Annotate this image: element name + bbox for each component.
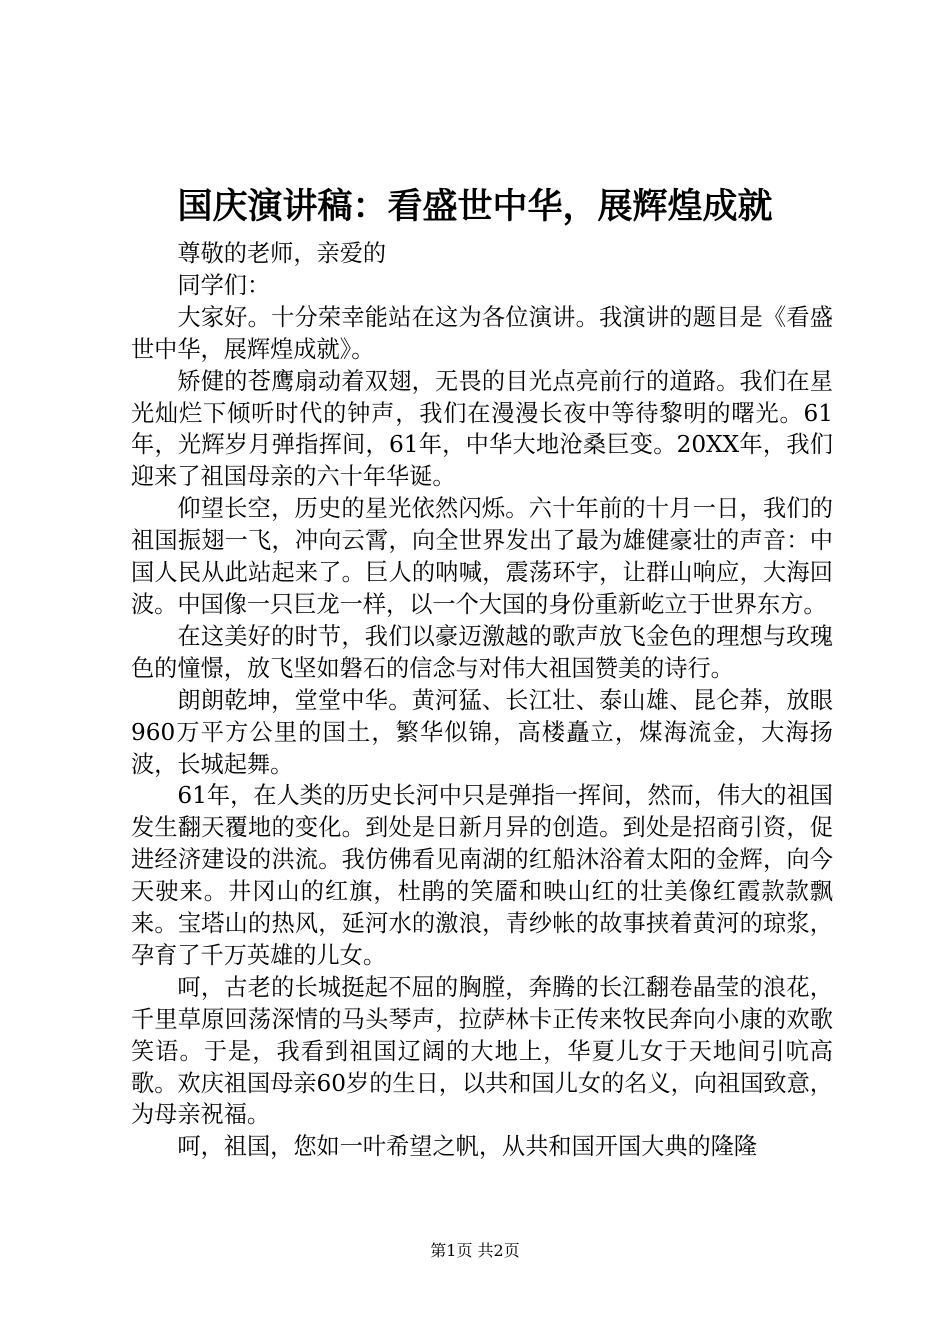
page-footer: 第1页 共2页 [430,1241,520,1260]
paragraph: 朗朗乾坤，堂堂中华。黄河猛、长江壮、泰山雄、昆仑莽，放眼960万平方公里的国土，繁华似锦，高楼矗立，煤海流金，大海扬波，长城起舞。 [131,686,833,778]
paragraph: 呵，祖国，您如一叶希望之帆，从共和国开国大典的隆隆 [177,1133,758,1161]
paragraph: 矫健的苍鹰扇动着双翅，无畏的目光点亮前行的道路。我们在星光灿烂下倾听时代的钟声，我们在漫漫长夜中等待黎明的曙光。61年，光辉岁月弹指挥间，61年，中华大地沧桑巨变。20XX年，我们迎来了祖国母亲的六十年华诞。 [131,367,833,491]
paragraph: 61年，在人类的历史长河中只是弹指一挥间，然而，伟大的祖国发生翻天覆地的变化。到处是日新月异的创造。到处是招商引资，促进经济建设的洪流。我仿佛看见南湖的红船沐浴着太阳的金辉，向今天驶来。井冈山的红旗，杜鹃的笑靥和映山红的壮美像红霞款款飘来。宝塔山的热风，延河水的激浪，青纱帐的故事挟着黄河的琼浆，孕育了千万英雄的儿女。 [131,782,833,969]
paragraph: 仰望长空，历史的星光依然闪烁。六十年前的十月一日，我们的祖国振翅一飞，冲向云霄，向全世界发出了最为雄健豪壮的声音：中国人民从此站起来了。巨人的呐喊，震荡环宇，让群山响应，大海回波。中国像一只巨龙一样，以一个大国的身份重新屹立于世界东方。 [131,495,833,618]
document-body [131,238,833,1163]
document-title: 国庆演讲稿：看盛世中华，展辉煌成就 [177,186,773,227]
paragraph: 呵，古老的长城挺起不屈的胸膛，奔腾的长江翻卷晶莹的浪花，千里草原回荡深情的马头琴声，拉萨林卡正传来牧民奔向小康的欢歌笑语。于是，我看到祖国辽阔的大地上，华夏儿女于天地间引吭高歌。欢庆祖国母亲60岁的生日，以共和国儿女的名义，向祖国致意，为母亲祝福。 [131,973,833,1129]
paragraph: 在这美好的时节，我们以豪迈激越的歌声放飞金色的理想与玫瑰色的憧憬，放飞坚如磐石的信念与对伟大祖国赞美的诗行。 [131,622,833,682]
paragraph: 大家好。十分荣幸能站在这为各位演讲。我演讲的题目是《看盛世中华，展辉煌成就》。 [131,303,833,363]
salutation-line-2: 同学们： [177,271,271,299]
salutation-line-1: 尊敬的老师，亲爱的 [177,240,387,267]
